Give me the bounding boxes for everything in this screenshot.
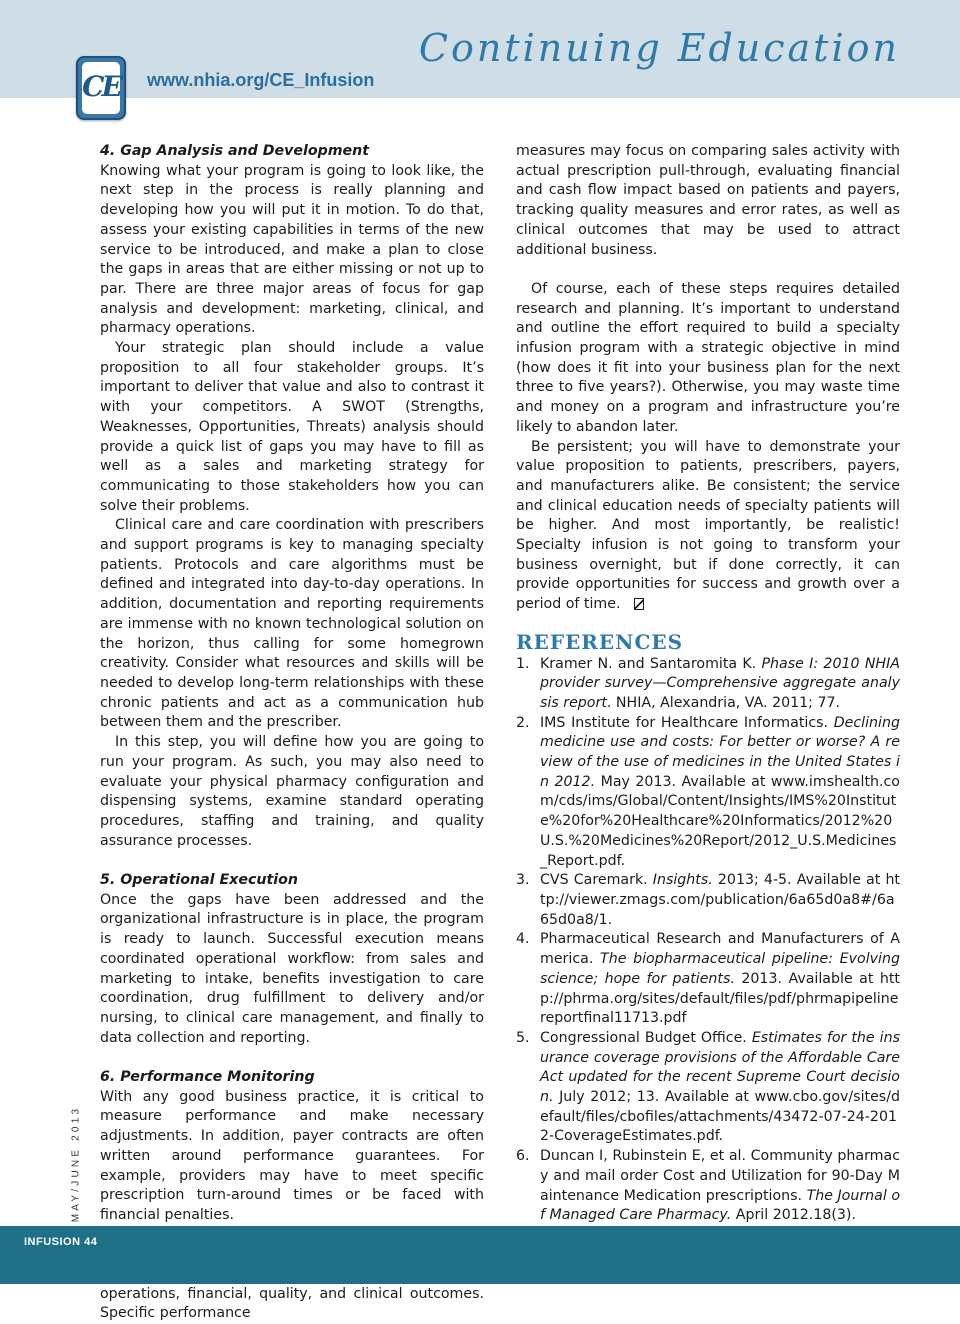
reference-number: 4. — [516, 931, 530, 948]
reference-item — [516, 714, 900, 872]
reference-authors: IMS Institute for Healthcare Informatics. — [540, 714, 834, 731]
reference-title: Phase I: 2010 NHIA provider survey—Comprehensive aggregate analysis report — [540, 655, 900, 711]
ce-logo-text: CE — [82, 62, 120, 114]
paragraph: Clinical care and care coordination with prescribers and support programs is key to managing specialty patients. Protocols and care algorithms must be defined and integrated into day-to-day operations. In addition, documentation and reporting requirements are immense with no known technological solution on the horizon, thus calling for some homegrown creativity. Consider what resources and skills will be needed to develop long-term relationships with these chronic patients and act as a communication hub between them and the prescriber. — [100, 517, 484, 731]
reference-authors: Duncan I, Rubinstein E, et al. Community pharmacy and mail order Cost and Utilization for 90-Day Maintenance Medication prescriptions. — [540, 1148, 900, 1204]
paragraph: Your strategic plan should include a value proposition to all four stakeholder groups. It’s important to deliver that value and also to contrast it with your competitors. A SWOT (Strengths, Weaknesses, Opportunities, Threats) analysis should provide a quick list of gaps you may have to fill as well as a sales and marketing strategy for communicating to those stakeholders how you can solve their problems. — [100, 340, 484, 514]
reference-authors: Pharmaceutical Research and Manufacturers of America. — [540, 931, 900, 968]
reference-authors: Kramer N. and Santaromita K. — [540, 655, 762, 672]
page-footer — [0, 1226, 960, 1284]
reference-number: 3. — [516, 872, 530, 889]
issue-date-vertical — [69, 1105, 83, 1223]
paragraph: operations, financial, quality, and clinical outcomes. Specific performance — [100, 1285, 484, 1322]
reference-number: 6. — [516, 1148, 530, 1165]
section-heading-performance-monitoring: 6. Performance Monitoring — [100, 1069, 315, 1086]
reference-source[interactable]: May 2013. Available at www.imshealth.com/cds/ims/Global/Content/Insights/IMS%20Institute%20for%20Healthcare%20Informatics/2012%20U.S.%20Medicines%20Report/2012_U.S.Medicines_Report.pdf. — [540, 773, 900, 869]
reference-item — [516, 1029, 900, 1147]
paragraph: Of course, each of these steps requires detailed research and planning. It’s important to understand and outline the effort required to build a specialty infusion program with a strategic objective in mind (how does it fit into your business plan for the next three to five years?). Otherwise, you may waste time and money on a program and infrastructure you’re likely to abandon later. — [516, 280, 900, 435]
paragraph-text: Be persistent; you will have to demonstrate your value proposition to patients, prescribers, payers, and manufacturers alike. Be consistent; the service and clinical education needs of specialty patients will be higher. And most importantly, be realistic! Specialty infusion is not going to transform your business overnight, but if done correctly, it can provide opportunities for success and growth over a period of time. — [516, 438, 900, 613]
page-header — [0, 0, 960, 103]
reference-number: 2. — [516, 714, 530, 731]
reference-number: 1. — [516, 655, 530, 672]
reference-source[interactable]: July 2012; 13. Available at www.cbo.gov/sites/default/files/cbofiles/attachments/43472-07-24-2012-CoverageEstimates.pdf. — [540, 1089, 900, 1145]
reference-authors: CVS Caremark. — [540, 872, 653, 889]
references-list — [516, 655, 900, 1286]
reference-item — [516, 930, 900, 1029]
paragraph: Knowing what your program is going to look like, the next step in the process is really planning and developing how you will put it in motion. To do that, assess your existing capabilities in terms of the new service to be introduced, and make a plan to close the gaps in areas that are either missing or not up to par. There are three major areas of focus for gap analysis and development: marketing, clinical, and pharmacy operations. — [100, 162, 484, 337]
reference-source[interactable]: 2013; 4-5. Available at http://viewer.zmags.com/publication/6a65d0a8#/6a65d0a8/1. — [540, 872, 900, 928]
reference-item — [516, 1147, 900, 1226]
reference-source[interactable]: 2013. Available at http://phrma.org/sites/default/files/pdf/phrmapipelinereportfinal11713.pdf — [540, 970, 900, 1027]
reference-item — [516, 655, 900, 714]
right-column — [516, 142, 900, 1285]
reference-source: . NHIA, Alexandria, VA. 2011; 77. — [606, 694, 841, 711]
spacer — [100, 851, 484, 871]
reference-title: The biopharmaceutical pipeline: Evolving science; hope for patients. — [540, 951, 900, 987]
spacer — [516, 260, 900, 280]
references-heading: REFERENCES — [516, 629, 684, 654]
ce-logo — [76, 56, 126, 120]
left-column — [100, 142, 484, 1324]
paragraph: measures may focus on comparing sales activity with actual prescription pull-through, evaluating financial and cash flow impact based on patients and payers, tracking quality measures and error rates, as well as clinical outcomes that may be used to attract additional business. — [516, 143, 900, 258]
header-url[interactable]: www.nhia.org/CE_Infusion — [147, 70, 375, 90]
reference-source: April 2012.18(3). — [731, 1207, 856, 1224]
paragraph: With any good business practice, it is critical to measure performance and make necessary adjustments. In addition, payer contracts are often written around performance guarantees. For example, providers may have to meet specific prescription turn-around times or be faced with financial penalties. — [100, 1088, 484, 1223]
reference-authors: Congressional Budget Office. — [540, 1029, 752, 1046]
reference-title: Declining medicine use and costs: For better or worse? A review of the use of medicines in the United States in 2012. — [540, 714, 900, 790]
reference-title: Insights. — [652, 872, 713, 889]
section-title: Continuing Education — [418, 26, 900, 70]
section-heading-gap-analysis: 4. Gap Analysis and Development — [100, 143, 370, 159]
paragraph: Once the gaps have been addressed and the organizational infrastructure is in place, the program is ready to launch. Successful execution means coordinated operational workflow: from sales and marketing to intake, benefits investigation to care coordination, drug fulfillment to delivery and/or nursing, to clinical care management, and finally to data collection and reporting. — [100, 891, 484, 1046]
section-heading-operational-execution: 5. Operational Execution — [100, 872, 298, 888]
reference-title: Estimates for the insurance coverage provisions of the Affordable Care Act updated for the recent Supreme Court decision. — [540, 1029, 900, 1106]
page-number-label: INFUSION 44 — [24, 1236, 98, 1248]
paragraph: In this step, you will define how you are going to run your program. As such, you may also need to evaluate your physical pharmacy configuration and dispensing systems, examine standard operating procedures, staffing and training, and quality assurance processes. — [100, 734, 484, 849]
spacer — [100, 1048, 484, 1068]
reference-number: 5. — [516, 1029, 530, 1046]
end-of-article-icon — [634, 598, 644, 610]
reference-title: The Journal of Managed Care Pharmacy. — [540, 1187, 900, 1224]
reference-item — [516, 871, 900, 930]
paragraph — [516, 438, 900, 615]
issue-date-text: MAY/JUNE 2013 — [70, 1105, 82, 1223]
